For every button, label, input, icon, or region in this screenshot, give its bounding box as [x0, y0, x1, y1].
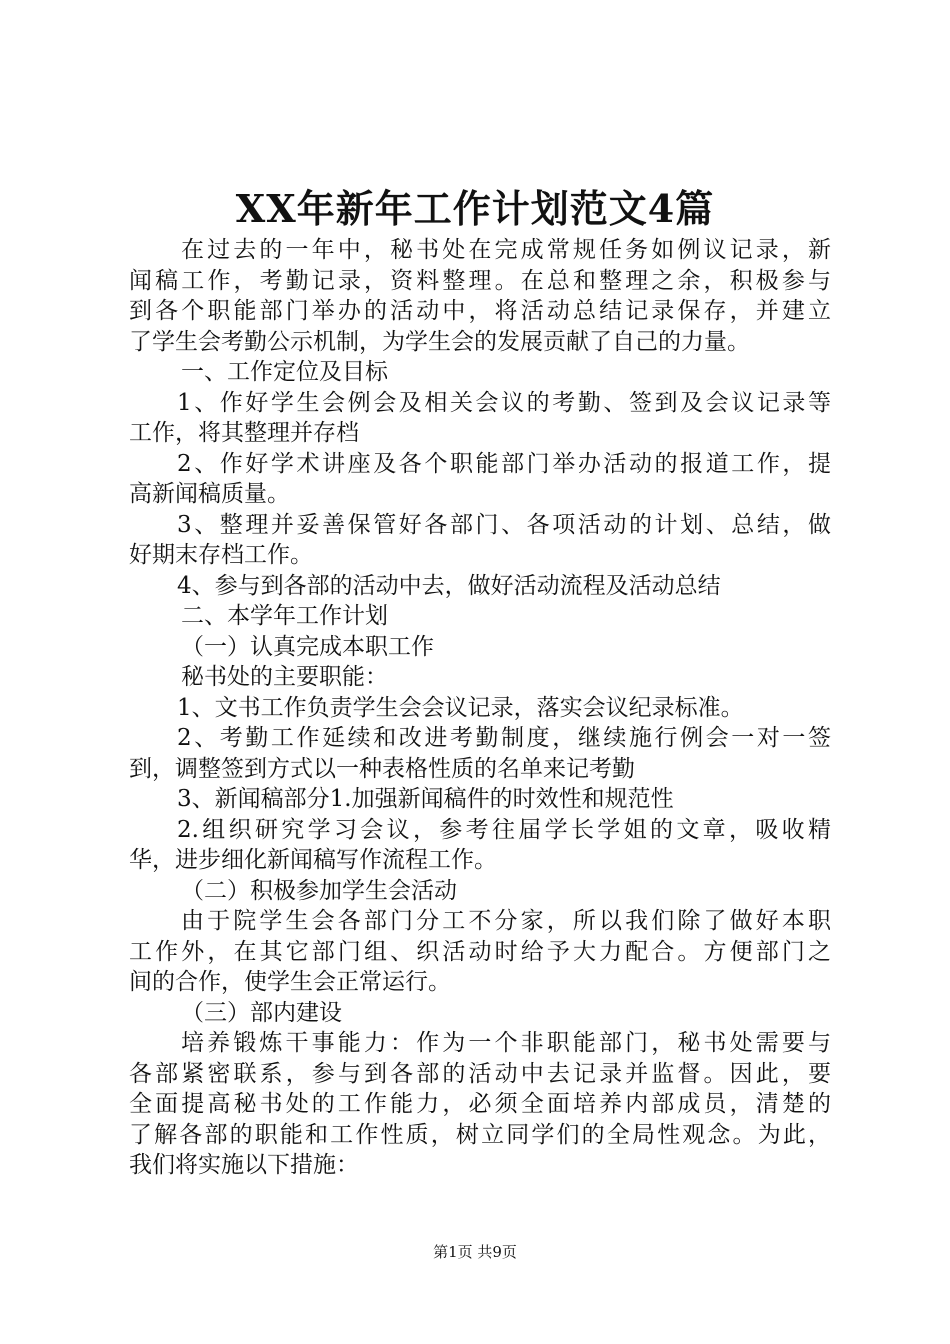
- body-line: 1、文书工作负责学生会会议记录，落实会议纪录标准。: [177, 694, 744, 721]
- document-title: XX年新年工作计划范文4篇: [235, 186, 715, 231]
- body-line: 到各个职能部门举办的活动中，将活动总结记录保存，并建立: [129, 298, 831, 324]
- body-line: 各部紧密联系，参与到各部的活动中去记录并监督。因此，要: [129, 1060, 831, 1087]
- body-line: 3、新闻稿部分1.加强新闻稿件的时效性和规范性: [177, 786, 674, 812]
- section-heading: 一、工作定位及目标: [181, 359, 388, 385]
- subsection-heading: （一）认真完成本职工作: [181, 633, 434, 660]
- body-line: 培养锻炼干事能力：作为一个非职能部门，秘书处需要与: [181, 1030, 831, 1056]
- body-line: 了解各部的职能和工作性质，树立同学们的全局性观念。为此，: [129, 1121, 831, 1148]
- body-line: 2.组织研究学习会议，参考往届学长学姐的文章，吸收精: [177, 816, 831, 843]
- body-line: 由于院学生会各部门分工不分家，所以我们除了做好本职: [181, 908, 831, 934]
- body-line: 闻稿工作，考勤记录，资料整理。在总和整理之余，积极参与: [129, 267, 831, 294]
- body-line: 高新闻稿质量。: [129, 481, 290, 507]
- section-heading: 二、本学年工作计划: [181, 603, 388, 629]
- body-line: 间的合作，使学生会正常运行。: [129, 969, 451, 995]
- body-line: 4、参与到各部的活动中去，做好活动流程及活动总结: [177, 572, 721, 599]
- body-line: 工作，将其整理并存档: [129, 420, 359, 446]
- body-line: 在过去的一年中，秘书处在完成常规任务如例议记录，新: [181, 237, 831, 263]
- body-line: 工作外，在其它部门组、织活动时给予大力配合。方便部门之: [129, 938, 831, 965]
- subsection-heading: （二）积极参加学生会活动: [181, 877, 457, 904]
- body-line: 到，调整签到方式以一种表格性质的名单来记考勤: [129, 755, 635, 782]
- body-line: 我们将实施以下措施：: [129, 1152, 359, 1178]
- body-line: 2、考勤工作延续和改进考勤制度，继续施行例会一对一签: [177, 725, 831, 751]
- body-line: 了学生会考勤公示机制，为学生会的发展贡献了自己的力量。: [129, 328, 750, 355]
- body-line: 2、作好学术讲座及各个职能部门举办活动的报道工作，提: [177, 450, 831, 477]
- body-line: 3、整理并妥善保管好各部门、各项活动的计划、总结，做: [177, 511, 831, 538]
- body-line: 全面提高秘书处的工作能力，必须全面培养内部成员，清楚的: [129, 1091, 831, 1117]
- body-line: 1、作好学生会例会及相关会议的考勤、签到及会议记录等: [177, 389, 831, 416]
- body-line: 华，进步细化新闻稿写作流程工作。: [129, 847, 497, 873]
- subsection-heading: （三）部内建设: [181, 999, 342, 1026]
- body-line: 秘书处的主要职能：: [181, 664, 388, 690]
- body-line: 好期末存档工作。: [129, 542, 313, 568]
- document-body: [129, 235, 831, 1181]
- page-number-footer: 第1页 共9页: [433, 1243, 517, 1261]
